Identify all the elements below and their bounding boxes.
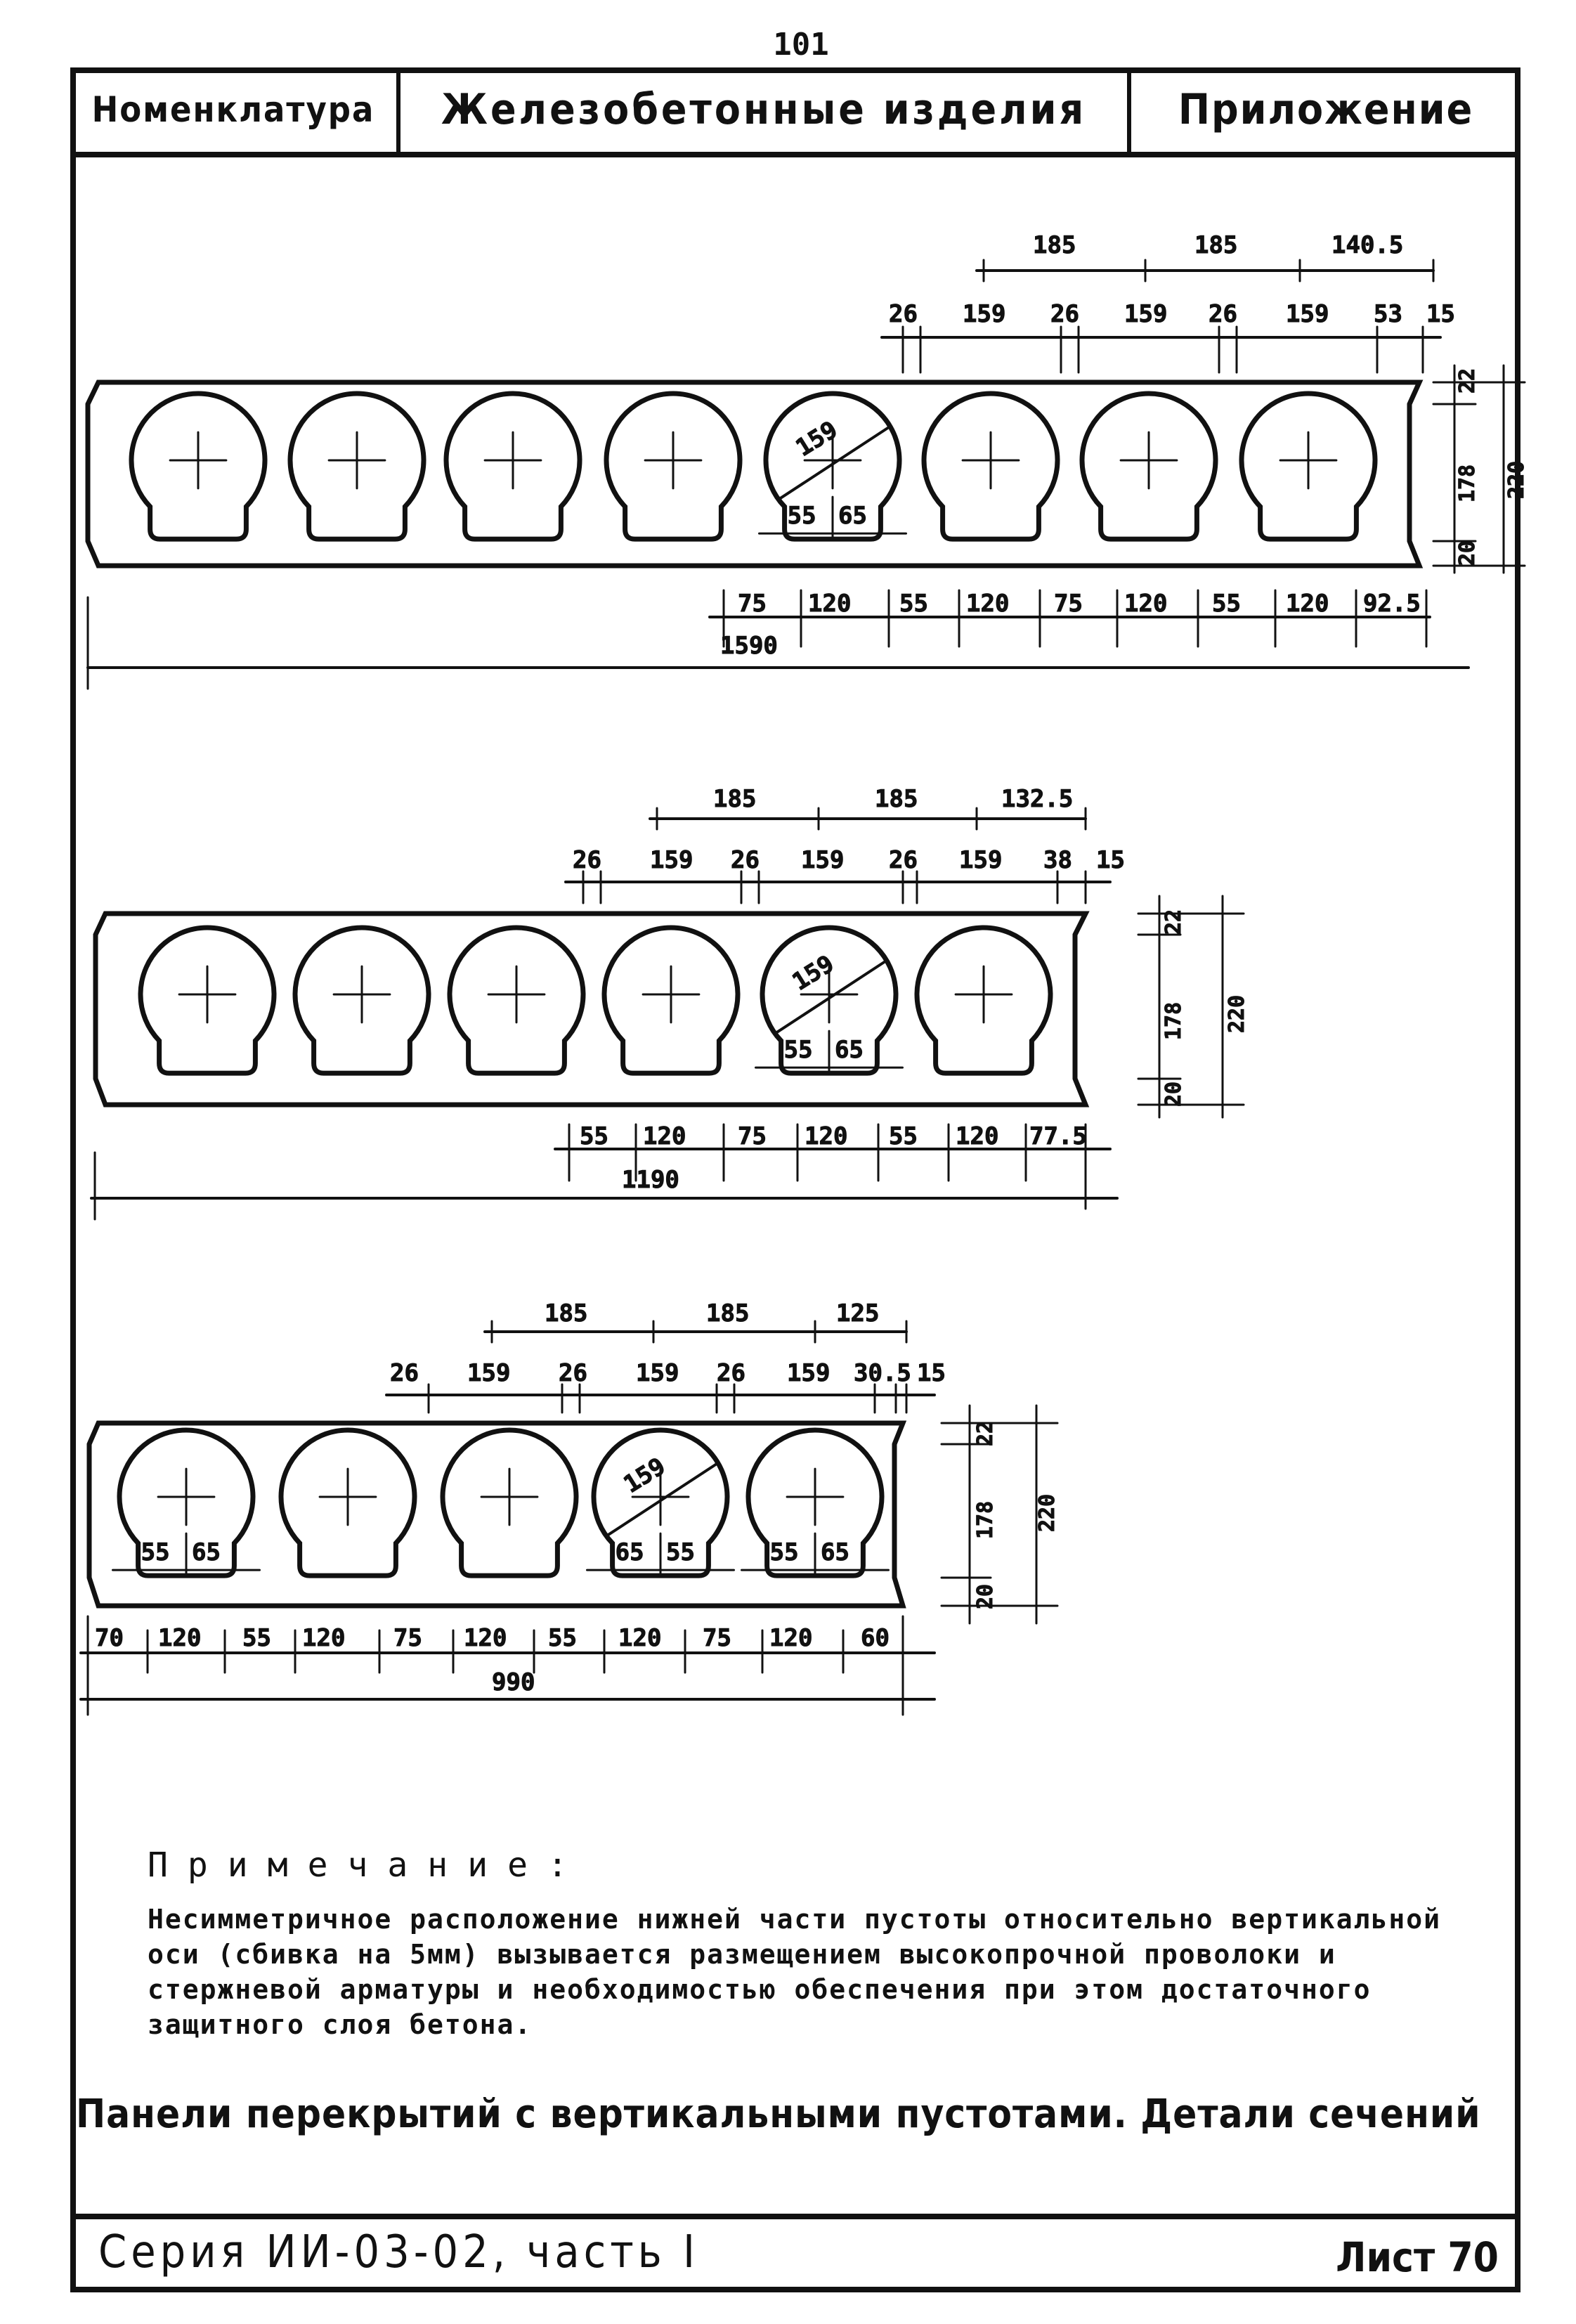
void-diameter-label: 159 [790,415,843,462]
p1-side-20: 20 [1455,540,1480,566]
p1-dim-top2-6: 53 [1374,300,1402,328]
p1-side-22: 22 [1455,368,1480,394]
void-4 [587,1430,734,1576]
p2-side-22: 22 [1161,909,1186,935]
void-6 [924,394,1057,539]
void-1 [141,928,274,1073]
p1-dim-top2-0: 26 [889,300,918,328]
p2-dim-top1-a: 185 [713,785,757,813]
p2-dim-bottom-1: 120 [643,1122,686,1150]
p2-dim-bottom-4: 55 [889,1122,918,1150]
p2-dim-top2-7: 15 [1096,846,1125,874]
p2-dim-bottom-6: 77.5 [1029,1122,1087,1150]
void-offset-right: 65 [192,1538,221,1567]
p2-dim-top2-4: 26 [889,846,918,874]
p3-dim-top1-b: 185 [706,1299,750,1327]
void-1 [131,394,265,539]
p3-dim-top2-4: 26 [717,1359,745,1387]
p3-dim-overall: 990 [492,1668,535,1696]
void-5 [756,928,903,1073]
panel-3-outline [89,1423,903,1606]
p1-dim-top2-1: 159 [963,300,1006,328]
void-5 [760,394,906,539]
p3-dim-bottom-8: 75 [703,1624,731,1652]
p2-dim-top2-2: 26 [731,846,760,874]
p2-side-178: 178 [1161,1001,1186,1040]
void-diameter-label: 159 [787,949,840,997]
p3-dim-bottom-7: 120 [618,1624,662,1652]
p3-dim-top2-7: 15 [917,1359,946,1387]
p1-dim-bottom-2: 55 [899,590,928,618]
p1-side-178: 178 [1455,464,1480,502]
void-3 [446,394,580,539]
p1-dim-bottom-3: 120 [966,590,1010,618]
p2-dim-top1-b: 185 [875,785,918,813]
header-products: Железобетонные изделия [400,67,1131,157]
p2-dim-top2-1: 159 [650,846,693,874]
drawing-title: Панели перекрытий с вертикальными пустотами. Детали сечений [76,2091,1481,2137]
p3-dim-top2-6: 30.5 [854,1359,911,1387]
p2-dim-overall: 1190 [622,1166,679,1194]
panel-2-outline [96,914,1086,1105]
p3-dim-bottom-3: 120 [302,1624,346,1652]
void-4 [604,928,738,1073]
p3-dim-top2-5: 159 [787,1359,831,1387]
void-3 [443,1430,576,1576]
p2-dim-top1-c: 132.5 [1001,785,1074,813]
void-7 [1082,394,1216,539]
p3-side-22: 22 [973,1420,998,1446]
note-text: Несимметричное расположение нижней части пустоты относительно вертикальной оси (сбивка на 5мм) вызывается размещением высокопрочной проволоки и стержневой арматуры и необходимостью обеспечения при этом достаточного защитного слоя бетона. [148,1904,1441,2040]
p2-dim-top2-5: 159 [959,846,1003,874]
header-appendix: Приложение [1131,67,1520,157]
p1-dim-bottom-4: 75 [1054,590,1083,618]
panel-2-voids [141,928,1050,1073]
void-1 [113,1430,260,1576]
void-3 [450,928,583,1073]
p2-dim-top2-6: 38 [1043,846,1072,874]
p1-dim-overall: 1590 [720,632,778,660]
p1-dim-top1-a: 185 [1033,231,1076,259]
p3-dim-top2-3: 159 [636,1359,679,1387]
p2-side-20: 20 [1161,1081,1186,1107]
p1-dim-top1-c: 140.5 [1331,231,1404,259]
void-offset-left: 65 [615,1538,644,1567]
p1-dim-bottom-1: 120 [808,590,852,618]
void-8 [1242,394,1375,539]
p1-dim-top2-7: 15 [1426,300,1455,328]
p2-dim-bottom-5: 120 [956,1122,999,1150]
void-5 [742,1430,889,1576]
void-2 [281,1430,415,1576]
p3-dim-bottom-4: 75 [393,1624,422,1652]
panel-1-voids [131,394,1375,539]
void-offset-right: 65 [821,1538,849,1567]
p2-dim-bottom-2: 75 [738,1122,767,1150]
p1-dim-bottom-5: 120 [1124,590,1168,618]
p1-dim-bottom-8: 92.5 [1363,590,1421,618]
panel-3-voids [113,1430,889,1576]
p3-dim-bottom-9: 120 [769,1624,813,1652]
p3-dim-bottom-6: 55 [548,1624,577,1652]
p3-dim-top2-1: 159 [467,1359,511,1387]
p3-side-220: 220 [1035,1493,1060,1532]
void-offset-left: 55 [787,502,816,531]
p1-dim-top2-5: 159 [1286,300,1329,328]
panel-3-section [81,1299,1060,1715]
note-heading: Примечание: [148,1845,587,1885]
p1-dim-bottom-7: 120 [1286,590,1329,618]
panel-1-outline [88,382,1419,566]
void-diameter-label: 159 [618,1452,671,1499]
p1-dim-bottom-6: 55 [1212,590,1241,618]
p2-dim-bottom-0: 55 [580,1122,608,1150]
p2-dim-top2-3: 159 [801,846,845,874]
panel-2-section [91,785,1249,1219]
p1-dim-top2-4: 26 [1209,300,1237,328]
p3-side-178: 178 [973,1500,998,1539]
void-2 [290,394,424,539]
footer-divider [70,2214,1520,2219]
void-offset-left: 55 [141,1538,170,1567]
void-offset-left: 55 [769,1538,799,1567]
p3-dim-top2-2: 26 [559,1359,587,1387]
p3-dim-bottom-0: 70 [95,1624,124,1652]
series-label: Серия ИИ-03-02, часть I [98,2226,699,2278]
void-offset-right: 65 [838,502,867,531]
void-4 [606,394,740,539]
p3-dim-top1-c: 125 [836,1299,880,1327]
header-nomenclature: Номенклатура [70,67,400,157]
p2-dim-top2-0: 26 [573,846,601,874]
page-number: 101 [773,27,829,63]
p1-dim-top2-3: 159 [1124,300,1168,328]
void-offset-left: 55 [783,1036,813,1065]
p2-dim-bottom-3: 120 [805,1122,848,1150]
p3-dim-bottom-2: 55 [242,1624,271,1652]
p1-dim-top2-2: 26 [1050,300,1079,328]
p3-dim-top1-a: 185 [545,1299,588,1327]
void-6 [917,928,1050,1073]
void-offset-right: 55 [666,1538,695,1567]
p3-dim-bottom-1: 120 [158,1624,202,1652]
void-2 [295,928,429,1073]
p3-dim-top2-0: 26 [390,1359,419,1387]
p1-side-220: 220 [1504,460,1529,499]
void-offset-right: 65 [835,1036,864,1065]
p1-dim-top1-b: 185 [1194,231,1238,259]
panel-1-section [88,231,1529,689]
p3-dim-bottom-10: 60 [861,1624,890,1652]
p2-side-220: 220 [1225,994,1249,1033]
p3-dim-bottom-5: 120 [464,1624,507,1652]
sheet-number: Лист 70 [1336,2233,1499,2281]
p3-side-20: 20 [973,1583,998,1609]
p1-dim-bottom-0: 75 [738,590,767,618]
